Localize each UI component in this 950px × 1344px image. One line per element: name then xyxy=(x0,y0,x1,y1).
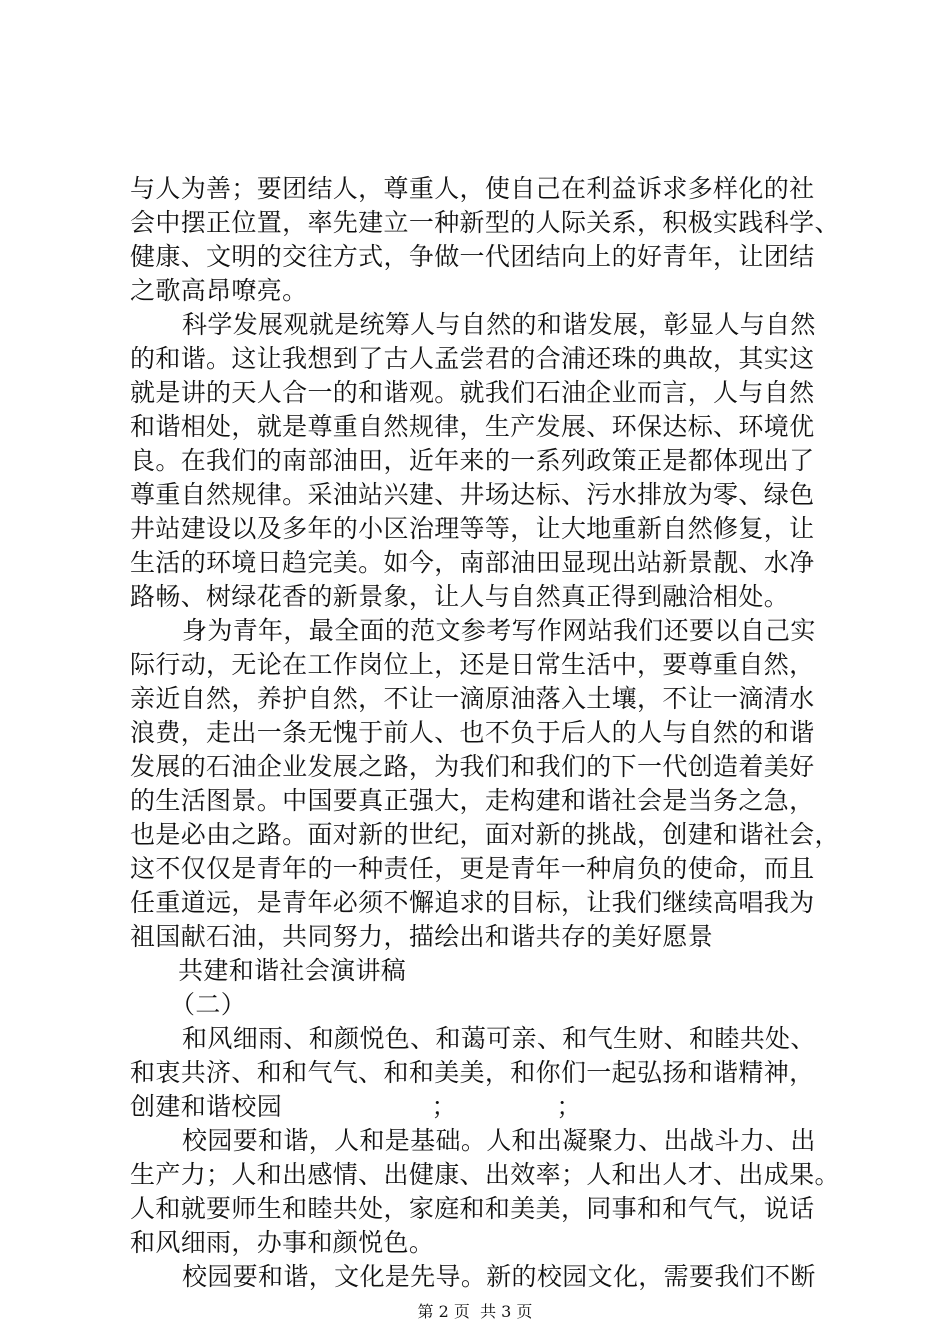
body-line: 祖国献石油，共同努力，描绘出和谐共存的美好愿景 xyxy=(130,922,714,951)
body-line: 会中摆正位置，率先建立一种新型的人际关系，积极实践科学、 xyxy=(130,208,840,237)
body-line: 尊重自然规律。采油站兴建、井场达标、污水排放为零、绿色 xyxy=(130,480,815,509)
paragraph-first-line: 科学发展观就是统筹人与自然的和谐发展，彰显人与自然 xyxy=(182,310,816,339)
body-line: 与人为善；要团结人，尊重人，使自己在利益诉求多样化的社 xyxy=(130,174,815,203)
body-line: 任重道远，是青年必须不懈追求的目标，让我们继续高唱我为 xyxy=(130,888,815,917)
section-number: （二） xyxy=(170,990,247,1019)
body-line: 的生活图景。中国要真正强大，走构建和谐社会是当务之急， xyxy=(130,786,815,815)
body-line: 亲近自然，养护自然，不让一滴原油落入土壤，不让一滴清水 xyxy=(130,684,815,713)
body-line: 健康、文明的交往方式，争做一代团结向上的好青年，让团结 xyxy=(130,242,815,271)
body-line: 人和就要师生和睦共处，家庭和和美美，同事和和气气，说话 xyxy=(130,1194,815,1223)
body-line: 浪费，走出一条无愧于前人、也不负于后人的人与自然的和谐 xyxy=(130,718,815,747)
page-number-footer: 第 2 页 共 3 页 xyxy=(417,1302,533,1321)
body-line: 发展的石油企业发展之路，为我们和我们的下一代创造着美好 xyxy=(130,752,815,781)
paragraph-first-line: 校园要和谐，文化是先导。新的校园文化，需要我们不断 xyxy=(182,1262,816,1291)
paragraph-first-line: 校园要和谐，人和是基础。人和出凝聚力、出战斗力、出 xyxy=(182,1126,816,1155)
body-line: 生产力；人和出感情、出健康、出效率；人和出人才、出成果。 xyxy=(130,1160,840,1189)
body-line: 这不仅仅是青年的一种责任，更是青年一种肩负的使命，而且 xyxy=(130,854,815,883)
paragraph-first-line: 和风细雨、和颜悦色、和蔼可亲、和气生财、和睦共处、 xyxy=(182,1024,816,1053)
body-line: 的和谐。这让我想到了古人孟尝君的合浦还珠的典故，其实这 xyxy=(130,344,815,373)
body-line: 良。在我们的南部油田，近年来的一系列政策正是都体现出了 xyxy=(130,446,815,475)
body-line: 生活的环境日趋完美。如今，南部油田显现出站新景靓、水净 xyxy=(130,548,815,577)
paragraph-first-line: 身为青年，最全面的范文参考写作网站我们还要以自己实 xyxy=(182,616,816,645)
body-line: 和谐相处，就是尊重自然规律，生产发展、环保达标、环境优 xyxy=(130,412,815,441)
section-title: 共建和谐社会演讲稿 xyxy=(178,956,407,985)
body-line: 和风细雨，办事和颜悦色。 xyxy=(130,1228,435,1257)
body-line: 就是讲的天人合一的和谐观。就我们石油企业而言，人与自然 xyxy=(130,378,815,407)
body-line: 也是必由之路。面对新的世纪，面对新的挑战，创建和谐社会， xyxy=(130,820,840,849)
body-line: 和衷共济、和和气气、和和美美，和你们一起弘扬和谐精神， xyxy=(130,1058,815,1087)
body-line: 路畅、树绿花香的新景象，让人与自然真正得到融洽相处。 xyxy=(130,582,790,611)
body-line: 之歌高昂嘹亮。 xyxy=(130,276,308,305)
body-line: 井站建设以及多年的小区治理等等，让大地重新自然修复，让 xyxy=(130,514,815,543)
body-line: 际行动，无论在工作岗位上，还是日常生活中，要尊重自然， xyxy=(130,650,815,679)
body-line: 创建和谐校园 ； ； xyxy=(130,1092,582,1121)
